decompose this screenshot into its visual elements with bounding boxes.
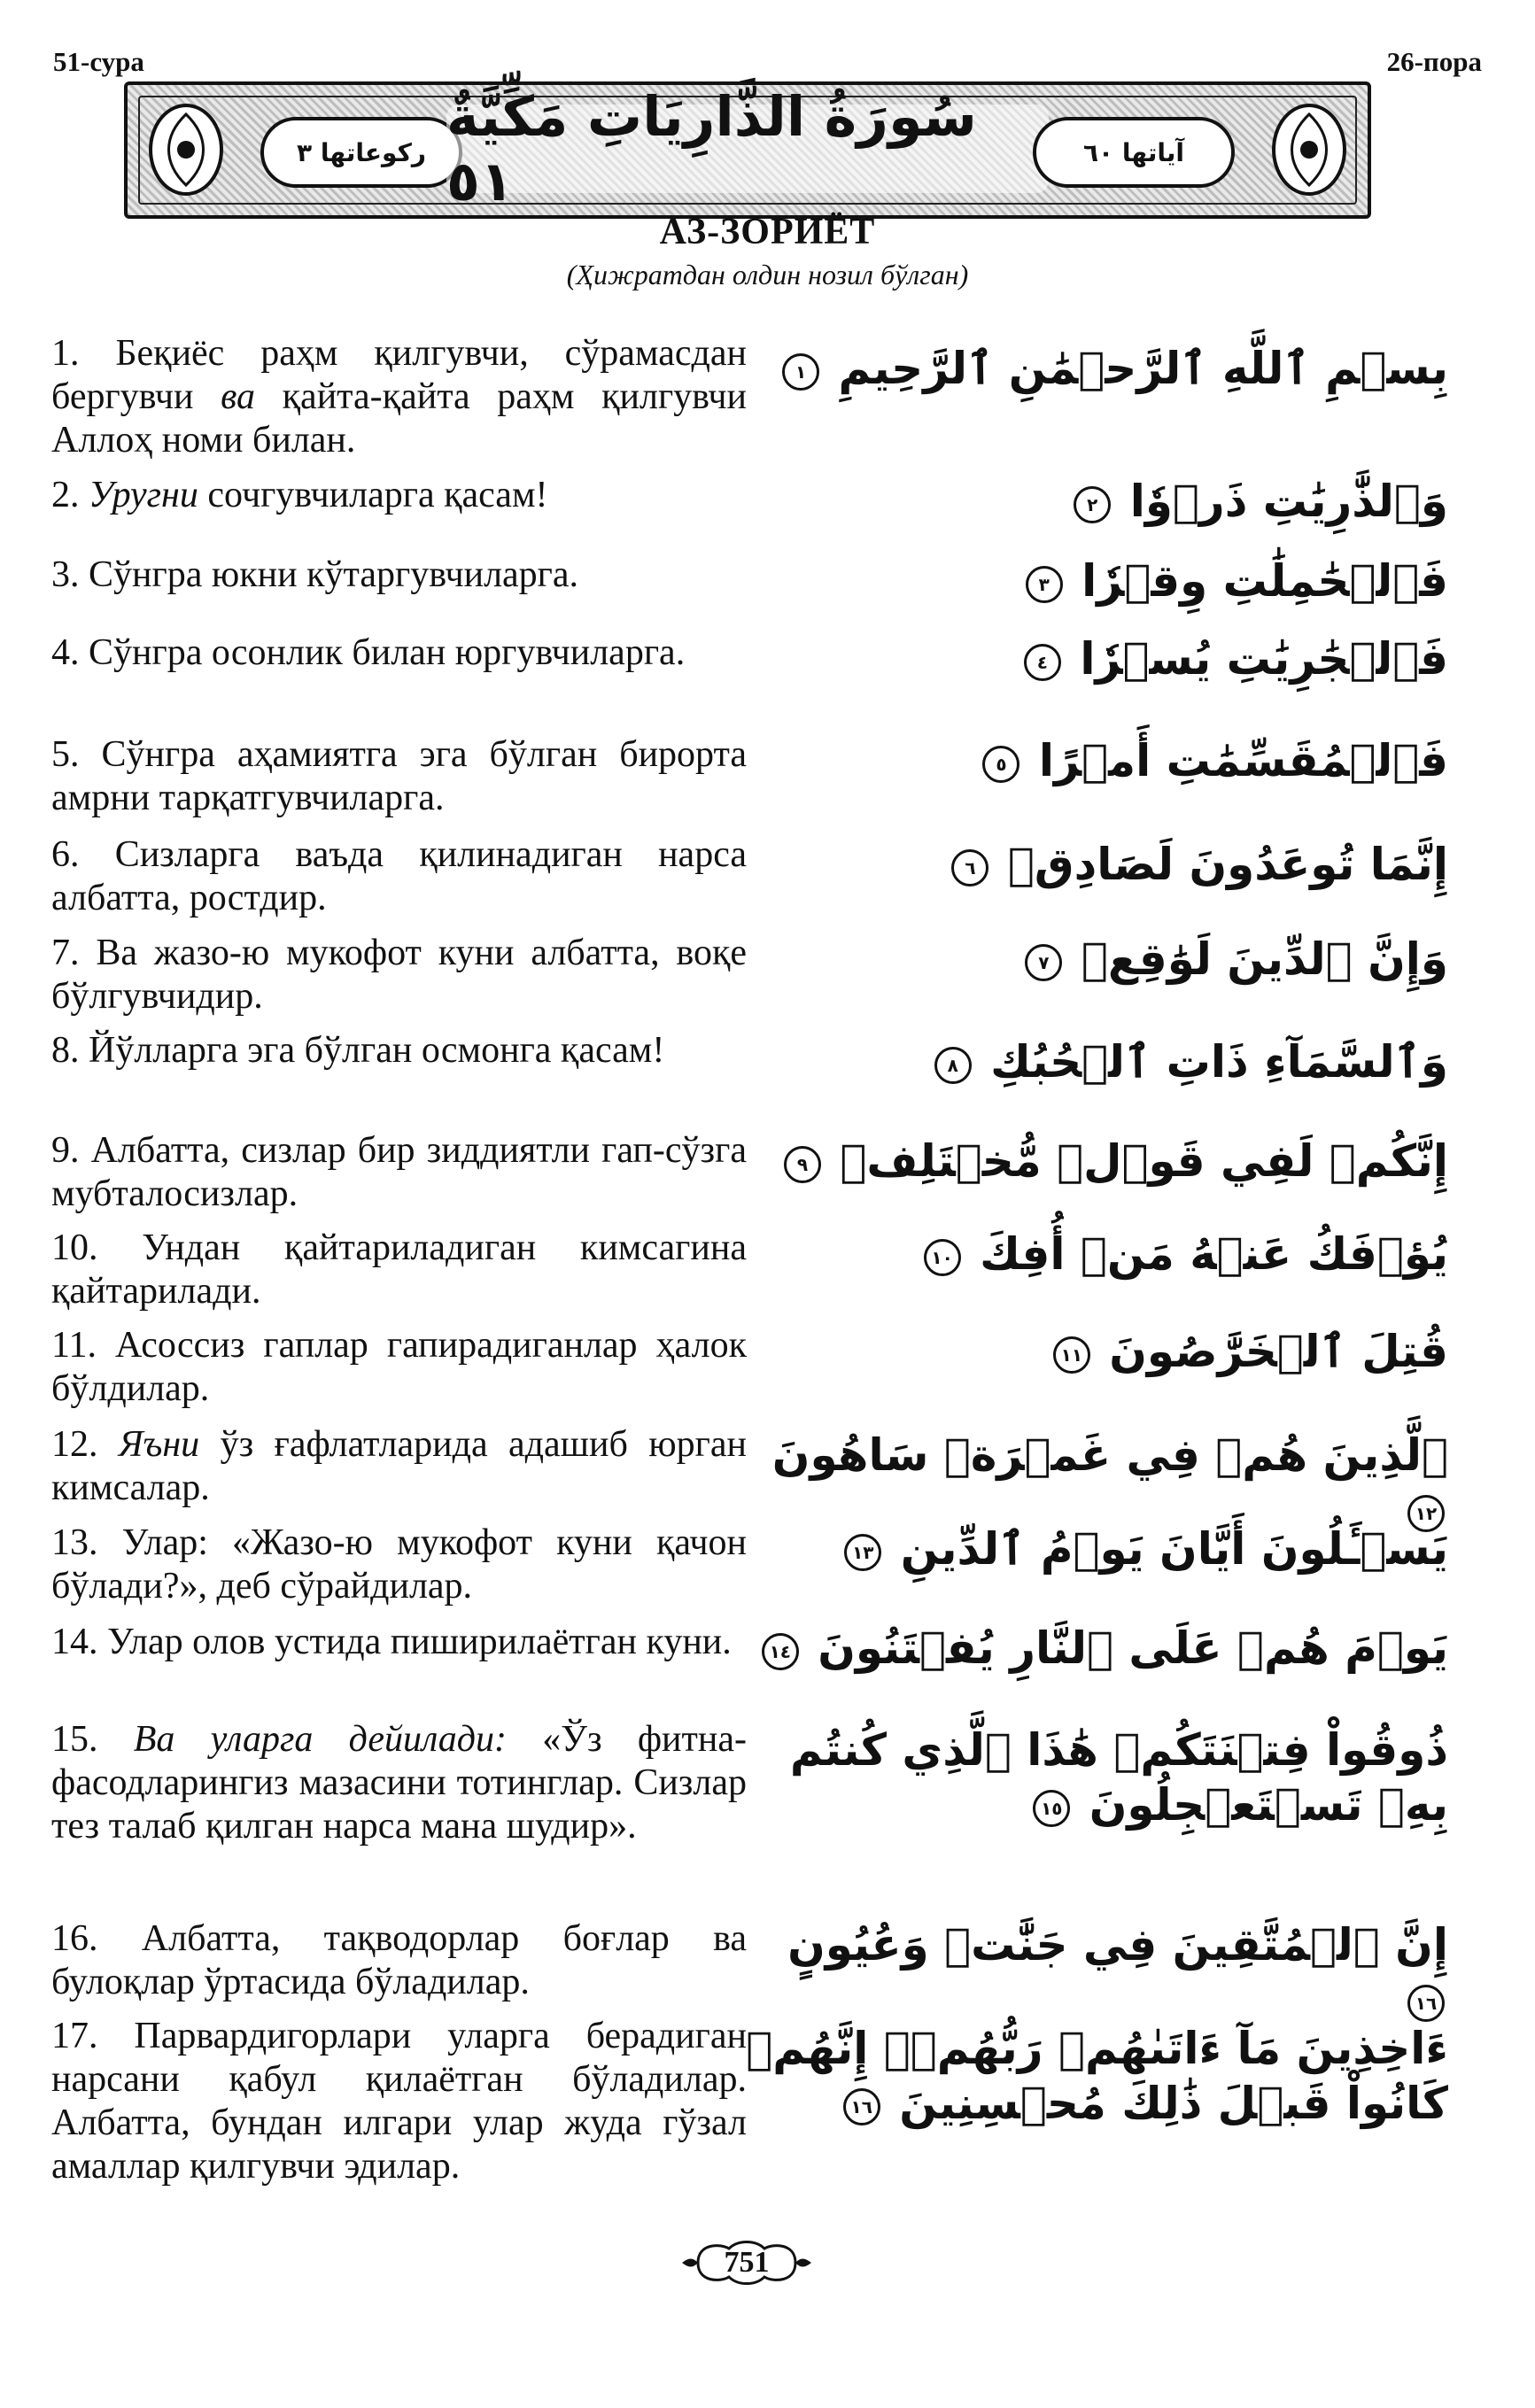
verse-arabic: إِنَّمَا تُوعَدُونَ لَصَادِقٞ ٦ — [740, 837, 1448, 892]
ayah-number-marker: ٣ — [1026, 566, 1063, 603]
page-number-label: 751 — [724, 2246, 770, 2279]
surah-number-label: 51-сура — [53, 46, 144, 77]
verse-arabic: وَإِنَّ ٱلدِّينَ لَوَٰقِعٞ ٧ — [740, 932, 1448, 987]
verse-translation: 14. Улар олов устида пиширилаётган куни. — [51, 1622, 732, 1662]
verse-translation: 1. Беқиёс раҳм қилгувчи, сўрамасдан бергувчи ва қайта-қайта раҳм қилгувчи Аллоҳ номи билан. — [51, 333, 748, 461]
verse-arabic: ٱلَّذِينَ هُمۡ فِي غَمۡرَةٖ سَاهُونَ ١٢ — [740, 1428, 1448, 1537]
page-title: АЗ-ЗОРИЁТ — [659, 212, 876, 252]
ayah-number-marker: ١١ — [1053, 1336, 1090, 1374]
ayah-number-marker: ١٦ — [1407, 1985, 1445, 2022]
verse-arabic: فَٱلۡحَٰمِلَٰتِ وِقۡرٗا ٣ — [740, 554, 1448, 608]
verse-arabic: فَٱلۡمُقَسِّمَٰتِ أَمۡرًا ٥ — [740, 733, 1448, 788]
ayah-number-marker: ٧ — [1025, 944, 1062, 981]
ayah-number-marker: ١٠ — [924, 1239, 961, 1276]
page-number — [680, 2236, 813, 2289]
verse-translation: 15. Ва уларга дейилади: «Ўз фитна-фасодларингиз мазасини тотинглар. Сизлар тез талаб қилган нарса мана шудир». — [51, 1719, 747, 1847]
ayah-number-marker: ١٤ — [762, 1633, 799, 1670]
verse-arabic: يَسۡـَٔلُونَ أَيَّانَ يَوۡمُ ٱلدِّينِ ١٣ — [740, 1521, 1448, 1576]
verse-translation: 9. Албатта, сизлар бир зиддиятли гап-сўзга мубталосизлар. — [51, 1130, 747, 1214]
surah-title-arabic: سُورَةُ الذَّارِيَاتِ مَكِّيَّةٌ ٥١ — [446, 105, 1049, 193]
verse-arabic: إِنَّ ٱلۡمُتَّقِينَ فِي جَنَّٰتٖ وَعُيُونٍ ١٦ — [740, 1917, 1448, 2027]
verse-translation: 3. Сўнгра юкни кўтаргувчиларга. — [51, 554, 579, 595]
surah-header-banner — [124, 81, 1371, 219]
verse-arabic: يَوۡمَ هُمۡ عَلَى ٱلنَّارِ يُفۡتَنُونَ ١٤ — [740, 1621, 1448, 1676]
verse-translation: 4. Сўнгра осонлик билан юргувчиларга. — [51, 632, 686, 673]
floral-ornament-icon — [1268, 101, 1350, 198]
verse-arabic: وَٱلذَّٰرِيَٰتِ ذَرۡوٗا ٢ — [740, 474, 1448, 529]
verse-translation: 13. Улар: «Жазо-ю мукофот куни қачон бўлади?», деб сўрайдилар. — [51, 1522, 747, 1607]
verse-arabic: يُؤۡفَكُ عَنۡهُ مَنۡ أُفِكَ ١٠ — [740, 1227, 1448, 1281]
verse-arabic: فَٱلۡجَٰرِيَٰتِ يُسۡرٗا ٤ — [740, 631, 1448, 686]
verse-arabic: قُتِلَ ٱلۡخَرَّٰصُونَ ١١ — [740, 1324, 1448, 1379]
verse-arabic: إِنَّكُمۡ لَفِي قَوۡلٖ مُّخۡتَلِفٖ ٩ — [740, 1134, 1448, 1189]
verse-translation: 6. Сизларга ваъда қилинадиган нарса албатта, ростдир. — [51, 834, 747, 918]
verse-translation: 12. Яъни ўз ғафлатларида адашиб юрган кимсалар. — [51, 1424, 747, 1508]
ayah-number-marker: ١ — [782, 353, 819, 391]
verse-translation: 16. Албатта, тақводорлар боғлар ва булоқлар ўртасида бўладилар. — [51, 1918, 747, 2002]
floral-ornament-icon — [145, 101, 227, 198]
rukus-cartouche: ركوعاتها ٣ — [260, 117, 462, 188]
juz-number-label: 26-пора — [1386, 46, 1482, 77]
verse-arabic: بِسۡمِ ٱللَّهِ ٱلرَّحۡمَٰنِ ٱلرَّحِيمِ ١ — [740, 341, 1448, 396]
verse-translation: 2. Уругни сочгувчиларга қасам! — [51, 475, 548, 515]
verse-translation: 7. Ва жазо-ю мукофот куни албатта, воқе бўлгувчидир. — [51, 933, 747, 1017]
verse-arabic: وَٱلسَّمَآءِ ذَاتِ ٱلۡحُبُكِ ٨ — [740, 1034, 1448, 1089]
ayah-number-marker: ٤ — [1024, 644, 1061, 681]
verse-translation: 11. Асоссиз гаплар гапирадиганлар ҳалок бўлдилар. — [51, 1325, 747, 1409]
ayah-number-marker: ٢ — [1074, 486, 1111, 523]
ayah-number-marker: ١٥ — [1033, 1790, 1070, 1827]
verse-translation: 10. Ундан қайтариладиган кимсагина қайтарилади. — [51, 1227, 747, 1312]
verse-arabic: ذُوقُواْ فِتۡنَتَكُمۡ هَٰذَا ٱلَّذِي كُنتُم بِهِۦ تَسۡتَعۡجِلُونَ ١٥ — [789, 1724, 1448, 1831]
ayah-number-marker: ١٢ — [1407, 1495, 1445, 1532]
ayah-number-marker: ٥ — [982, 746, 1019, 783]
ayah-number-marker: ١٣ — [844, 1534, 881, 1571]
verse-arabic: ءَاخِذِينَ مَآ ءَاتَىٰهُمۡ رَبُّهُمۡۚ إِنَّهُمۡ كَانُواْ قَبۡلَ ذَٰلِكَ مُحۡسِنِينَ ١٦ — [746, 2023, 1448, 2129]
verse-translation: 5. Сўнгра аҳамиятга эга бўлган бирорта амрни тарқатгувчиларга. — [51, 734, 747, 818]
ayah-number-marker: ٨ — [934, 1047, 972, 1084]
verse-translation: 17. Парвардигорлари уларга берадиган нарсани қабул қилаётган бўладилар. Албатта, бундан илгари улар жуда гўзал амаллар қилгувчи эдилар. — [51, 2016, 747, 2187]
ayah-number-marker: ١٦ — [843, 2088, 880, 2125]
page-subtitle: (Ҳижратдан олдин нозил бўлган) — [566, 259, 969, 290]
ayah-number-marker: ٦ — [951, 849, 988, 887]
ayah-number-marker: ٩ — [784, 1146, 821, 1183]
ayat-count-cartouche: آياتها ٦٠ — [1033, 117, 1235, 188]
verse-translation: 8. Йўлларга эга бўлган осмонга қасам! — [51, 1030, 665, 1071]
